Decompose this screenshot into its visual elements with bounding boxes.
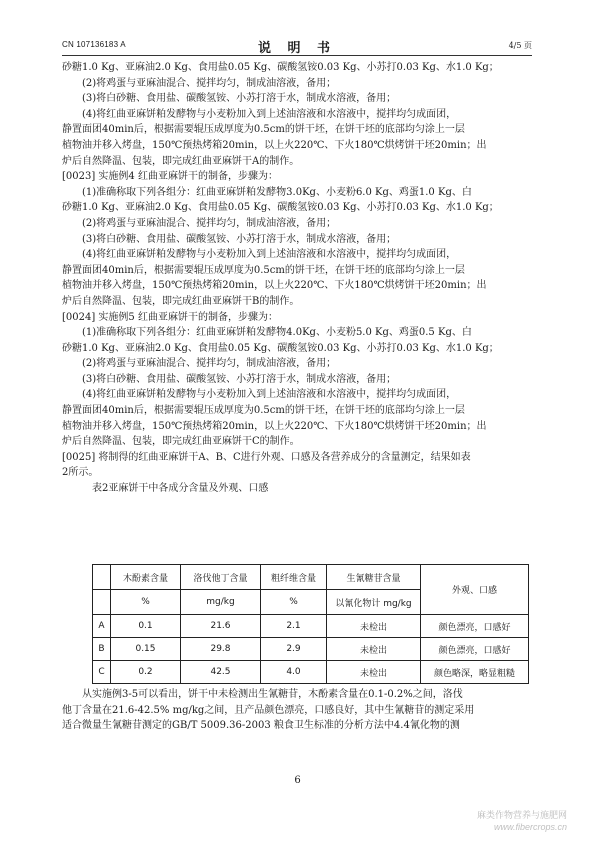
text-line: 适合微量生氰糖苷测定的GB/T 5009.36-2003 粮食卫生标准的分析方法中4.4氰化物的测 [62,720,460,732]
table-cell: 未检出 [327,638,421,661]
text-line: 从实施例3-5可以看出，饼干中未检测出生氰糖苷，木酚素含量在0.1-0.2%之间，洛伐 [82,689,463,700]
table-header-cell: 木酚素含量 [111,565,181,590]
table-cell: 未检出 [327,615,421,638]
table-unit-cell: 以氰化物计 mg/kg [327,590,421,615]
paragraph-heading: [0024] 实施例5 红曲亚麻饼干的制备，步骤为： [62,311,278,323]
table-header-cell: 生氰糖苷含量 [327,565,421,590]
table-header-cell [93,565,111,590]
results-table [92,564,528,684]
table-row [93,615,529,638]
text-line: 炉后自然降温、包装，即完成红曲亚麻饼干C的制作。 [62,436,300,448]
table-header-cell: 外观、口感 [421,565,529,615]
text-line: (4)将红曲亚麻饼粕发酵物与小麦粉加入到上述油溶液和水溶液中，搅拌均匀成面团， [82,389,457,401]
table-cell: 21.6 [181,615,261,638]
table-row [93,638,529,661]
text-line: 2所示。 [62,467,99,479]
table-cell: A [93,615,111,638]
text-line: 砂糖1.0 Kg、亚麻油2.0 Kg、食用盐0.05 Kg、碳酸氢铵0.03 Kg、小苏打0.03 Kg、水1.0 Kg； [62,202,499,214]
page-header [62,37,532,56]
table-cell: 颜色略深，略显粗糙 [421,661,529,684]
text-line: (1)准确称取下列各组分：红曲亚麻饼粕发酵物3.0Kg、小麦粉6.0 Kg、鸡蛋1.0 Kg、白 [82,186,472,198]
text-line: (2)将鸡蛋与亚麻油混合、搅拌均匀，制成油溶液，备用； [82,77,337,89]
conclusion-text [62,687,532,734]
text-line: (4)将红曲亚麻饼粕发酵物与小麦粉加入到上述油溶液和水溶液中，搅拌均匀成面团， [82,249,457,261]
table-cell: 42.5 [181,661,261,684]
text-line: 静置面团40min后，根据需要辊压成厚度为0.5cm的饼干坯，在饼干坯的底部均匀涂上一层 [62,405,465,417]
watermark-url: www.fibercrops.cn [493,822,567,832]
table-unit-cell: % [111,590,181,615]
text-line: 静置面团40min后，根据需要辊压成厚度为0.5cm的饼干坯，在饼干坯的底部均匀涂上一层 [62,264,465,276]
table-cell: 29.8 [181,638,261,661]
body-text [62,60,532,497]
table-caption: 表2亚麻饼干中各成分含量及外观、口感 [92,483,269,495]
table-cell: B [93,638,111,661]
text-line: 植物油并移入烤盘，150℃预热烤箱20min，以上火220℃、下火180℃烘烤饼干坯20min；出 [62,280,487,292]
paragraph-heading: [0025] 将制得的红曲亚麻饼干A、B、C进行外观、口感及各营养成分的含量测定，结果如表 [62,451,471,463]
table-cell: 未检出 [327,661,421,684]
patent-number: CN 107136183 A [62,40,126,49]
text-line: (4)将红曲亚麻饼粕发酵物与小麦粉加入到上述油溶液和水溶液中，搅拌均匀成面团， [82,108,457,120]
table-cell: 2.1 [261,615,327,638]
text-line: (1)准确称取下列各组分：红曲亚麻饼粕发酵物4.0Kg、小麦粉5.0 Kg、鸡蛋0.5 Kg、白 [82,327,472,339]
text-line: 砂糖1.0 Kg、亚麻油2.0 Kg、食用盐0.05 Kg、碳酸氢铵0.03 Kg、小苏打0.03 Kg、水1.0 Kg； [62,62,499,73]
text-line: 他丁含量在21.6-42.5% mg/kg之间，且产品颜色漂亮，口感良好，其中生氰糖苷的测定采用 [62,704,475,716]
text-line: 静置面团40min后，根据需要辊压成厚度为0.5cm的饼干坯，在饼干坯的底部均匀涂上一层 [62,124,465,136]
table-header-cell: 洛伐他丁含量 [181,565,261,590]
paragraph-heading: [0023] 实施例4 红曲亚麻饼干的制备，步骤为： [62,171,278,183]
text-line: (3)将白砂糖、食用盐、碳酸氢铵、小苏打溶于水，制成水溶液，备用； [82,373,397,385]
table-cell: 0.15 [111,638,181,661]
text-line: 植物油并移入烤盘，150℃预热烤箱20min，以上火220℃、下火180℃烘烤饼干坯20min；出 [62,420,487,432]
text-line: 炉后自然降温、包装，即完成红曲亚麻饼干A的制作。 [62,155,300,167]
text-line: 炉后自然降温、包装，即完成红曲亚麻饼干B的制作。 [62,295,300,307]
text-line: (2)将鸡蛋与亚麻油混合、搅拌均匀，制成油溶液，备用； [82,358,337,370]
table-row [93,661,529,684]
page-indicator: 4/5 页 [508,41,532,50]
table-unit-cell [93,590,111,615]
table-cell: C [93,661,111,684]
table-cell: 0.1 [111,615,181,638]
text-line: (2)将鸡蛋与亚麻油混合、搅拌均匀，制成油溶液，备用； [82,217,337,229]
text-line: (3)将白砂糖、食用盐、碳酸氢铵、小苏打溶于水，制成水溶液，备用； [82,233,397,245]
table-cell: 颜色漂亮，口感好 [421,638,529,661]
document-title: 说 明 书 [257,41,337,56]
table-cell: 颜色漂亮，口感好 [421,615,529,638]
header-rule [62,55,532,56]
table-cell: 0.2 [111,661,181,684]
text-line: 砂糖1.0 Kg、亚麻油2.0 Kg、食用盐0.05 Kg、碳酸氢铵0.03 Kg、小苏打0.03 Kg、水1.0 Kg； [62,342,499,354]
table-unit-cell: % [261,590,327,615]
table-header-row [93,565,529,590]
text-line: (3)将白砂糖、食用盐、碳酸氢铵、小苏打溶于水，制成水溶液，备用； [82,93,397,105]
watermark-site-name: 麻类作物营养与施肥网 [476,811,567,821]
table-unit-cell: mg/kg [181,590,261,615]
text-line: 植物油并移入烤盘，150℃预热烤箱20min，以上火220℃、下火180℃烘烤饼干坯20min；出 [62,139,487,151]
table-cell: 4.0 [261,661,327,684]
page-number: 6 [294,775,301,786]
table-header-cell: 粗纤维含量 [261,565,327,590]
table-cell: 2.9 [261,638,327,661]
